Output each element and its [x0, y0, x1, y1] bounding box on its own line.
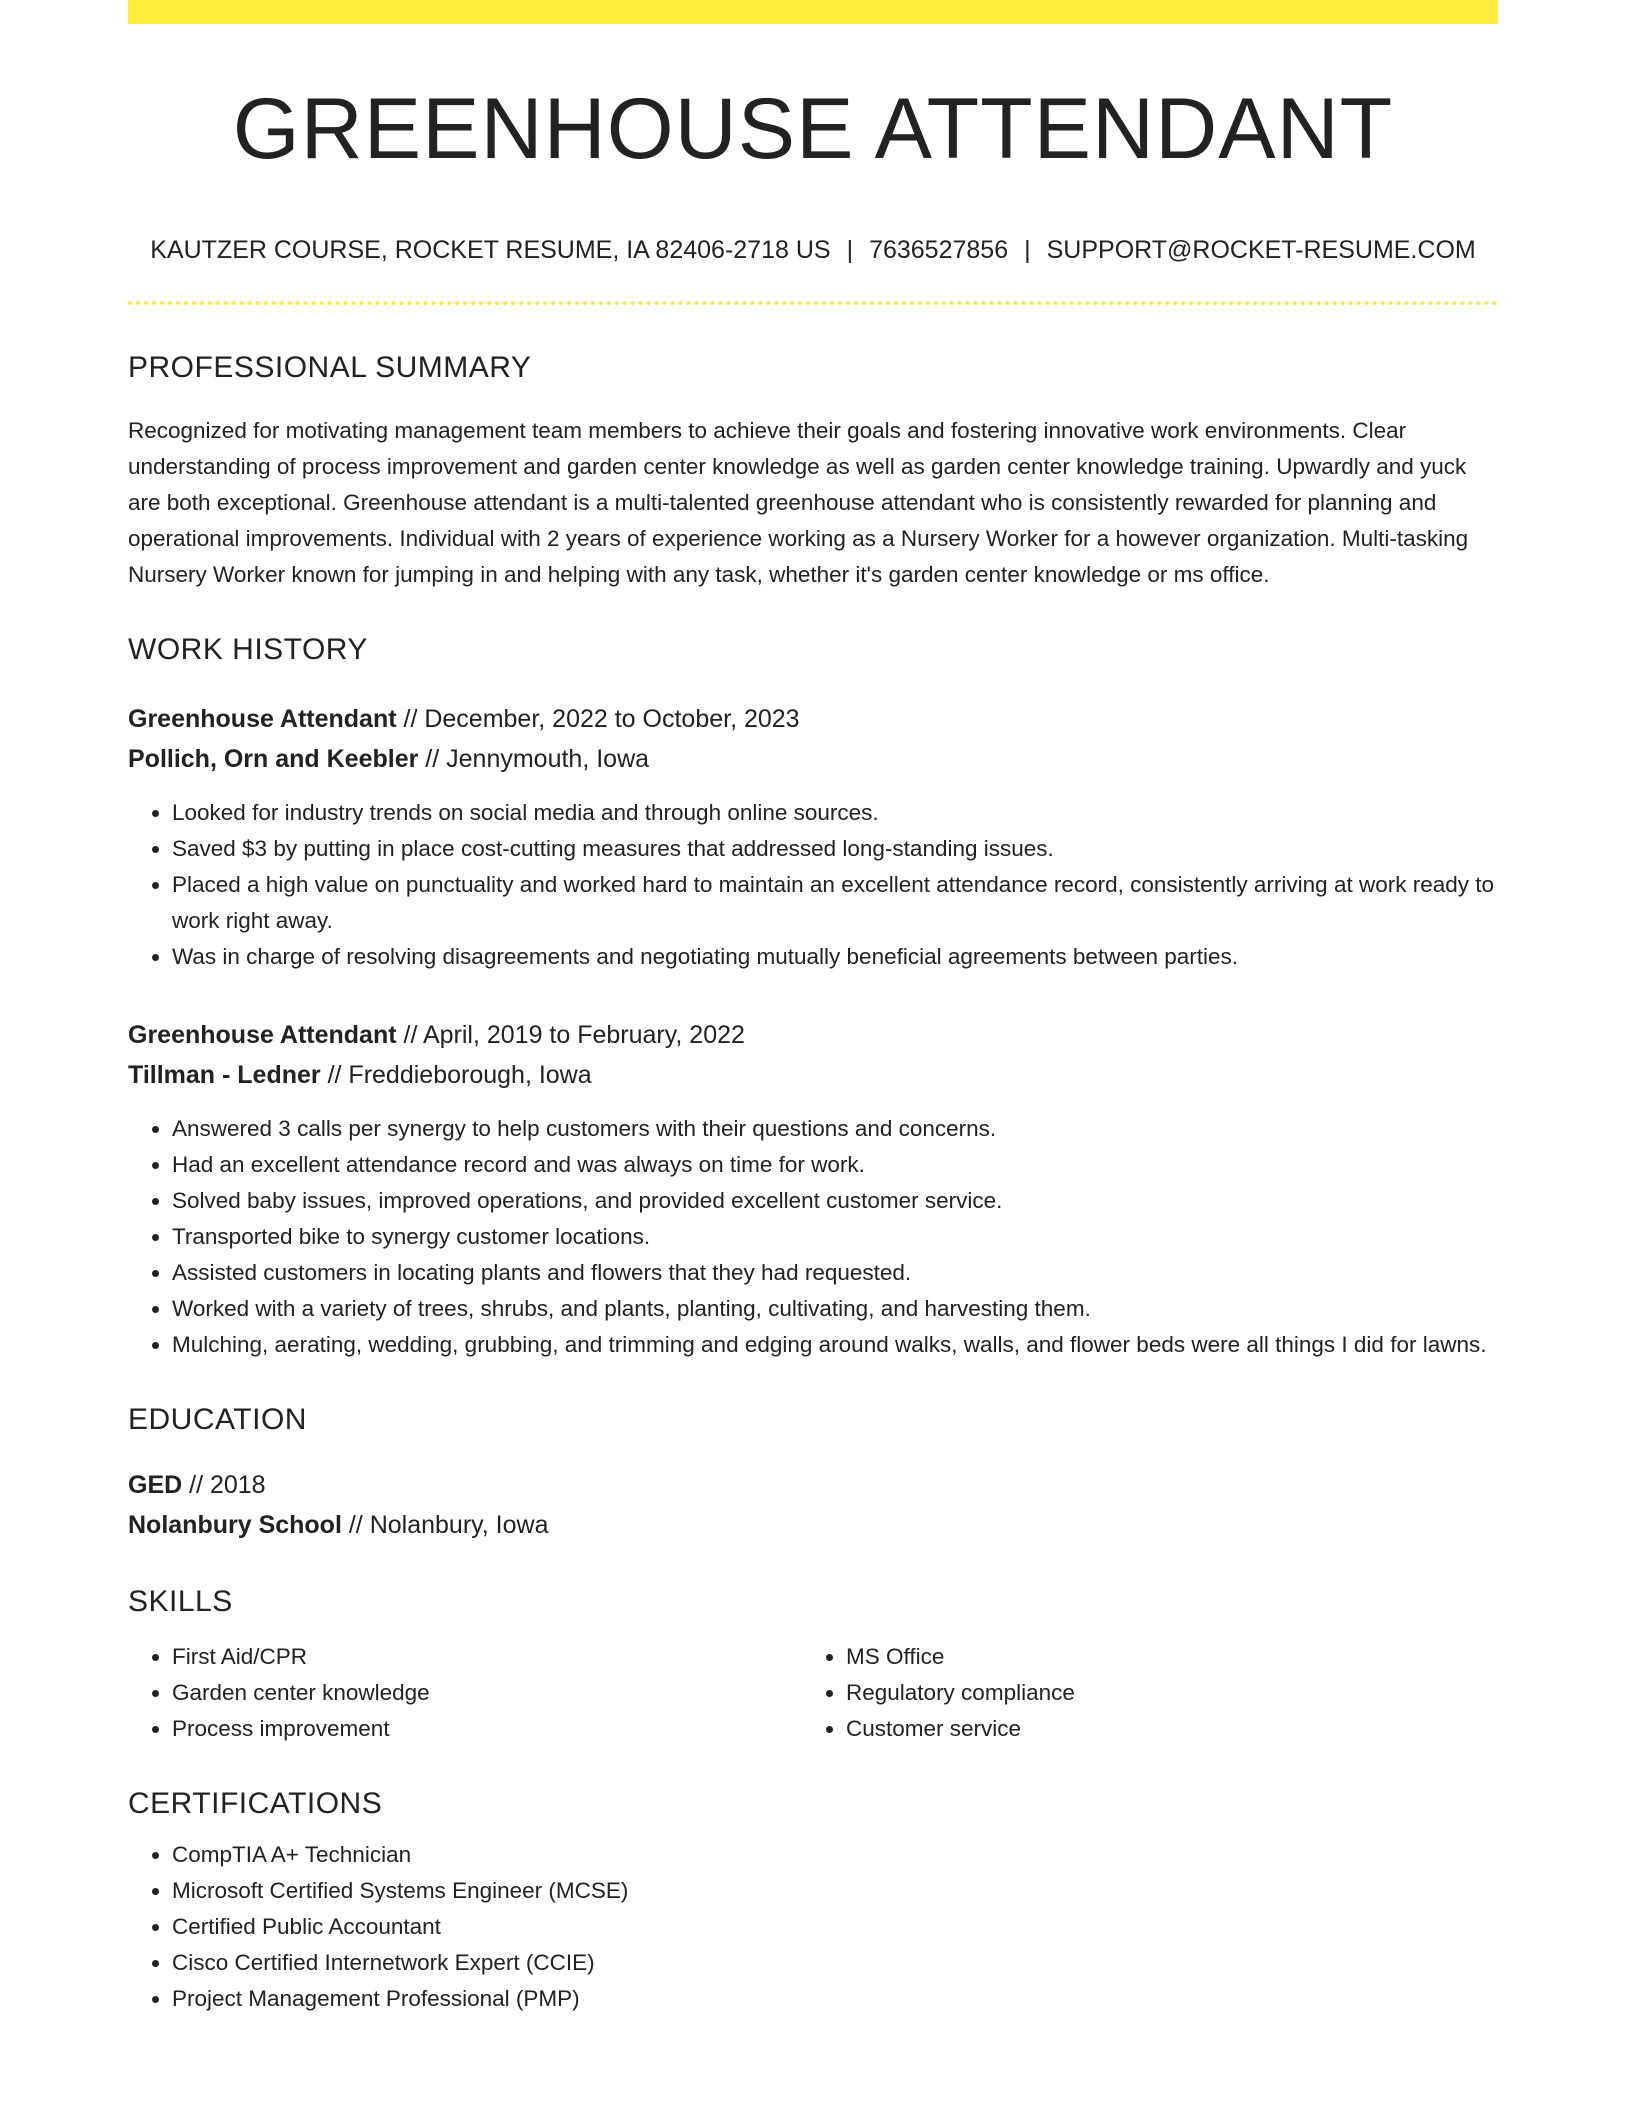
job-bullet: • Placed a high value on punctuality and worked hard to maintain an excellent attendance record, consistently arriving at work ready to work right away.	[172, 867, 1498, 939]
job-bullet: • Solved baby issues, improved operations, and provided excellent customer service.	[172, 1183, 1498, 1219]
job-entry	[128, 699, 1498, 975]
education-school: Nolanbury School	[128, 1510, 342, 1539]
resume-page	[128, 0, 1498, 2017]
section-title-summary: PROFESSIONAL SUMMARY	[128, 350, 532, 384]
education-school-line	[128, 1505, 1498, 1545]
header-divider	[128, 301, 1498, 305]
job-role: Greenhouse Attendant	[128, 1020, 397, 1049]
job-role: Greenhouse Attendant	[128, 704, 397, 733]
job-bullet: • Assisted customers in locating plants and flowers that they had requested.	[172, 1255, 1498, 1291]
certification-item: • Microsoft Certified Systems Engineer (MCSE)	[172, 1873, 1498, 1909]
section-title-skills: SKILLS	[128, 1584, 233, 1618]
section-title-certifications: CERTIFICATIONS	[128, 1786, 383, 1820]
skill-item: • Regulatory compliance	[846, 1675, 1476, 1711]
job-bullet: • Was in charge of resolving disagreements and negotiating mutually beneficial agreements between parties.	[172, 939, 1498, 975]
job-bullet: • Looked for industry trends on social media and through online sources.	[172, 795, 1498, 831]
job-bullet: • Saved $3 by putting in place cost-cutting measures that addressed long-standing issues.	[172, 831, 1498, 867]
job-dates: // April, 2019 to February, 2022	[396, 1020, 745, 1049]
skills-column-left	[128, 1639, 802, 1747]
education-year: // 2018	[182, 1470, 266, 1499]
certification-item: • CompTIA A+ Technician	[172, 1837, 1498, 1873]
job-title-line	[128, 699, 1498, 739]
skill-item: • Garden center knowledge	[172, 1675, 802, 1711]
certification-list	[128, 1837, 1498, 2017]
job-company: Tillman - Ledner	[128, 1060, 321, 1089]
contact-separator: |	[846, 235, 854, 264]
job-bullet: • Had an excellent attendance record and was always on time for work.	[172, 1147, 1498, 1183]
education-entry	[128, 1465, 1498, 1545]
job-bullets	[128, 1111, 1498, 1363]
top-accent-bar	[128, 0, 1498, 24]
section-title-work-history: WORK HISTORY	[128, 632, 368, 666]
candidate-name: GREENHOUSE ATTENDANT	[232, 81, 1394, 177]
skills-column-right	[802, 1639, 1476, 1747]
job-title-line	[128, 1015, 1498, 1055]
skill-item: • MS Office	[846, 1639, 1476, 1675]
skills-grid	[128, 1639, 1498, 1747]
job-company-line	[128, 739, 1498, 779]
skill-item: • Customer service	[846, 1711, 1476, 1747]
job-bullet: • Answered 3 calls per synergy to help customers with their questions and concerns.	[172, 1111, 1498, 1147]
job-location: // Freddieborough, Iowa	[320, 1060, 592, 1089]
job-company-line	[128, 1055, 1498, 1095]
job-dates: // December, 2022 to October, 2023	[396, 704, 800, 733]
skill-item: • First Aid/CPR	[172, 1639, 802, 1675]
job-bullets	[128, 795, 1498, 975]
job-bullet: • Transported bike to synergy customer locations.	[172, 1219, 1498, 1255]
summary-text: Recognized for motivating management team members to achieve their goals and fostering innovative work environments. Clear understanding of process improvement and garden center knowledge as well as garden center knowledge training. Upwardly and yuck are both exceptional. Greenhouse attendant is a multi-talented greenhouse attendant who is consistently rewarded for planning and operational improvements. Individual with 2 years of experience working as a Nursery Worker for a however organization. Multi-tasking Nursery Worker known for jumping in and helping with any task, whether it's garden center knowledge or ms office.	[128, 417, 1469, 587]
education-degree: GED	[128, 1470, 183, 1499]
job-bullet: • Mulching, aerating, wedding, grubbing, and trimming and edging around walks, walls, and flower beds were all things I did for lawns.	[172, 1327, 1498, 1363]
job-location: // Jennymouth, Iowa	[418, 744, 650, 773]
education-degree-line	[128, 1465, 1498, 1505]
job-entry	[128, 1015, 1498, 1363]
contact-line	[128, 235, 1498, 265]
certification-item: • Cisco Certified Internetwork Expert (CCIE)	[172, 1945, 1498, 1981]
job-company: Pollich, Orn and Keebler	[128, 744, 419, 773]
skill-item: • Process improvement	[172, 1711, 802, 1747]
contact-email: SUPPORT@ROCKET-RESUME.COM	[1046, 235, 1476, 264]
certification-item: • Project Management Professional (PMP)	[172, 1981, 1498, 2017]
education-location: // Nolanbury, Iowa	[341, 1510, 549, 1539]
section-title-education: EDUCATION	[128, 1402, 307, 1436]
contact-address: KAUTZER COURSE, ROCKET RESUME, IA 82406-2718 US	[150, 235, 831, 264]
contact-separator: |	[1024, 235, 1031, 264]
job-bullet: • Worked with a variety of trees, shrubs, and plants, planting, cultivating, and harvesting them.	[172, 1291, 1498, 1327]
certification-item: • Certified Public Accountant	[172, 1909, 1498, 1945]
contact-phone: 7636527856	[869, 235, 1009, 264]
